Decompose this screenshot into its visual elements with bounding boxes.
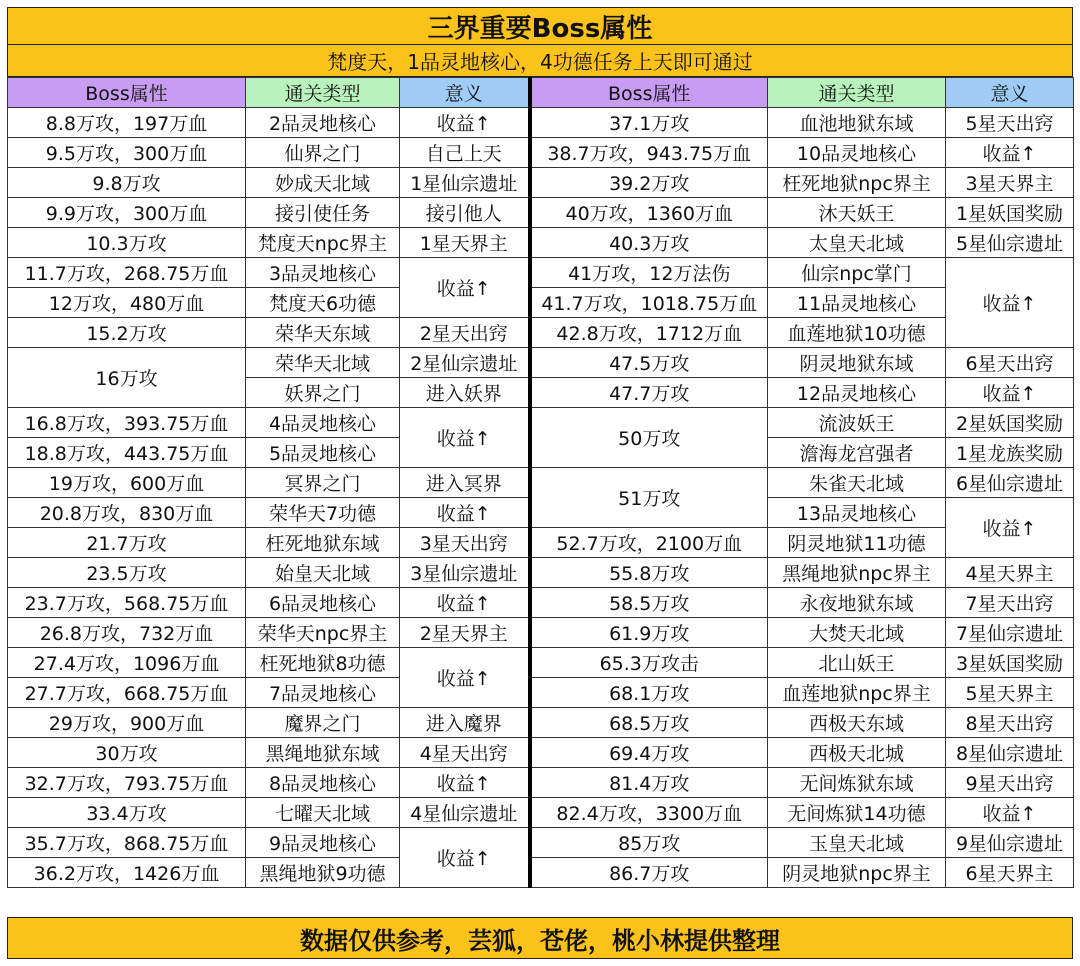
left-clear-type-cell: 始皇天北域 bbox=[246, 558, 400, 588]
left-boss-attr-cell: 10.3万攻 bbox=[8, 228, 246, 258]
right-header-meaning: 意义 bbox=[946, 78, 1074, 108]
right-boss-attr-cell: 81.4万攻 bbox=[530, 768, 768, 798]
left-meaning-cell: 2星天界主 bbox=[400, 618, 530, 648]
right-clear-type-cell: 无间炼狱东域 bbox=[768, 768, 946, 798]
right-clear-type-cell: 12品灵地核心 bbox=[768, 378, 946, 408]
right-boss-attr-cell: 40.3万攻 bbox=[530, 228, 768, 258]
left-meaning-cell: 收益↑ bbox=[400, 768, 530, 798]
right-boss-attr-cell: 85万攻 bbox=[530, 828, 768, 858]
right-boss-attr-cell: 51万攻 bbox=[530, 468, 768, 528]
left-boss-attr-cell: 27.7万攻，668.75万血 bbox=[8, 678, 246, 708]
left-meaning-cell: 2星仙宗遗址 bbox=[400, 348, 530, 378]
left-clear-type-cell: 七曜天北域 bbox=[246, 798, 400, 828]
right-clear-type-cell: 澹海龙宫强者 bbox=[768, 438, 946, 468]
right-meaning-cell: 6星仙宗遗址 bbox=[946, 468, 1074, 498]
left-boss-attr-cell: 32.7万攻，793.75万血 bbox=[8, 768, 246, 798]
left-clear-type-cell: 梵度天6功德 bbox=[246, 288, 400, 318]
left-meaning-cell: 2星天出窍 bbox=[400, 318, 530, 348]
left-boss-attr-cell: 16.8万攻，393.75万血 bbox=[8, 408, 246, 438]
right-meaning-cell: 5星仙宗遗址 bbox=[946, 228, 1074, 258]
table-row bbox=[8, 678, 1074, 708]
right-boss-attr-cell: 68.1万攻 bbox=[530, 678, 768, 708]
right-header-clear-type: 通关类型 bbox=[768, 78, 946, 108]
table-row bbox=[8, 258, 1074, 288]
left-clear-type-cell: 冥界之门 bbox=[246, 468, 400, 498]
right-clear-type-cell: 流波妖王 bbox=[768, 408, 946, 438]
left-clear-type-cell: 4品灵地核心 bbox=[246, 408, 400, 438]
right-meaning-cell: 9星仙宗遗址 bbox=[946, 828, 1074, 858]
table-row bbox=[8, 198, 1074, 228]
right-meaning-cell: 3星天界主 bbox=[946, 168, 1074, 198]
left-meaning-cell: 收益↑ bbox=[400, 588, 530, 618]
left-header-meaning: 意义 bbox=[400, 78, 530, 108]
left-meaning-cell: 4星天出窍 bbox=[400, 738, 530, 768]
left-boss-attr-cell: 12万攻，480万血 bbox=[8, 288, 246, 318]
header-row bbox=[8, 78, 1074, 108]
page-subtitle: 梵度天，1品灵地核心，4功德任务上天即可通过 bbox=[7, 45, 1073, 77]
left-boss-attr-cell: 21.7万攻 bbox=[8, 528, 246, 558]
right-clear-type-cell: 阴灵地狱东域 bbox=[768, 348, 946, 378]
left-meaning-cell: 进入妖界 bbox=[400, 378, 530, 408]
right-boss-attr-cell: 47.5万攻 bbox=[530, 348, 768, 378]
left-meaning-cell: 1星仙宗遗址 bbox=[400, 168, 530, 198]
left-boss-attr-cell: 23.7万攻，568.75万血 bbox=[8, 588, 246, 618]
table-row bbox=[8, 708, 1074, 738]
left-meaning-cell: 1星天界主 bbox=[400, 228, 530, 258]
table-row bbox=[8, 168, 1074, 198]
left-boss-attr-cell: 36.2万攻，1426万血 bbox=[8, 858, 246, 888]
right-clear-type-cell: 13品灵地核心 bbox=[768, 498, 946, 528]
left-boss-attr-cell: 30万攻 bbox=[8, 738, 246, 768]
left-meaning-cell: 收益↑ bbox=[400, 408, 530, 468]
left-header-clear-type: 通关类型 bbox=[246, 78, 400, 108]
right-boss-attr-cell: 38.7万攻，943.75万血 bbox=[530, 138, 768, 168]
left-boss-attr-cell: 9.5万攻，300万血 bbox=[8, 138, 246, 168]
table-row bbox=[8, 318, 1074, 348]
left-clear-type-cell: 荣华天北域 bbox=[246, 348, 400, 378]
left-boss-attr-cell: 11.7万攻，268.75万血 bbox=[8, 258, 246, 288]
left-boss-attr-cell: 26.8万攻，732万血 bbox=[8, 618, 246, 648]
left-boss-attr-cell: 29万攻，900万血 bbox=[8, 708, 246, 738]
left-clear-type-cell: 接引使任务 bbox=[246, 198, 400, 228]
left-meaning-cell: 收益↑ bbox=[400, 648, 530, 708]
right-clear-type-cell: 阴灵地狱11功德 bbox=[768, 528, 946, 558]
left-meaning-cell: 3星仙宗遗址 bbox=[400, 558, 530, 588]
left-meaning-cell: 进入冥界 bbox=[400, 468, 530, 498]
table-row bbox=[8, 348, 1074, 378]
right-clear-type-cell: 玉皇天北域 bbox=[768, 828, 946, 858]
left-clear-type-cell: 荣华天7功德 bbox=[246, 498, 400, 528]
left-clear-type-cell: 妙成天北域 bbox=[246, 168, 400, 198]
right-boss-attr-cell: 42.8万攻，1712万血 bbox=[530, 318, 768, 348]
right-meaning-cell: 6星天出窍 bbox=[946, 348, 1074, 378]
table-row bbox=[8, 648, 1074, 678]
left-meaning-cell: 进入魔界 bbox=[400, 708, 530, 738]
left-clear-type-cell: 妖界之门 bbox=[246, 378, 400, 408]
left-boss-attr-cell: 35.7万攻，868.75万血 bbox=[8, 828, 246, 858]
left-clear-type-cell: 枉死地狱东域 bbox=[246, 528, 400, 558]
right-boss-attr-cell: 65.3万攻击 bbox=[530, 648, 768, 678]
right-clear-type-cell: 黑绳地狱npc界主 bbox=[768, 558, 946, 588]
right-meaning-cell: 5星天界主 bbox=[946, 678, 1074, 708]
right-clear-type-cell: 大焚天北域 bbox=[768, 618, 946, 648]
right-meaning-cell: 9星天出窍 bbox=[946, 768, 1074, 798]
right-boss-attr-cell: 82.4万攻，3300万血 bbox=[530, 798, 768, 828]
left-clear-type-cell: 8品灵地核心 bbox=[246, 768, 400, 798]
right-clear-type-cell: 枉死地狱npc界主 bbox=[768, 168, 946, 198]
right-boss-attr-cell: 50万攻 bbox=[530, 408, 768, 468]
right-clear-type-cell: 无间炼狱14功德 bbox=[768, 798, 946, 828]
right-boss-attr-cell: 41万攻，12万法伤 bbox=[530, 258, 768, 288]
right-boss-attr-cell: 68.5万攻 bbox=[530, 708, 768, 738]
left-meaning-cell: 接引他人 bbox=[400, 198, 530, 228]
left-meaning-cell: 4星仙宗遗址 bbox=[400, 798, 530, 828]
right-meaning-cell: 5星天出窍 bbox=[946, 108, 1074, 138]
right-clear-type-cell: 血莲地狱10功德 bbox=[768, 318, 946, 348]
right-clear-type-cell: 北山妖王 bbox=[768, 648, 946, 678]
right-clear-type-cell: 沐天妖王 bbox=[768, 198, 946, 228]
table-row bbox=[8, 558, 1074, 588]
left-boss-attr-cell: 27.4万攻，1096万血 bbox=[8, 648, 246, 678]
table-row bbox=[8, 588, 1074, 618]
right-boss-attr-cell: 41.7万攻，1018.75万血 bbox=[530, 288, 768, 318]
left-boss-attr-cell: 19万攻，600万血 bbox=[8, 468, 246, 498]
right-boss-attr-cell: 37.1万攻 bbox=[530, 108, 768, 138]
right-meaning-cell: 8星天出窍 bbox=[946, 708, 1074, 738]
left-clear-type-cell: 2品灵地核心 bbox=[246, 108, 400, 138]
table-row bbox=[8, 288, 1074, 318]
right-clear-type-cell: 血莲地狱npc界主 bbox=[768, 678, 946, 708]
left-meaning-cell: 收益↑ bbox=[400, 258, 530, 318]
left-header-boss-attr: Boss属性 bbox=[8, 78, 246, 108]
left-meaning-cell: 3星天出窍 bbox=[400, 528, 530, 558]
right-meaning-cell: 1星龙族奖励 bbox=[946, 438, 1074, 468]
left-clear-type-cell: 仙界之门 bbox=[246, 138, 400, 168]
table-row bbox=[8, 768, 1074, 798]
left-clear-type-cell: 5品灵地核心 bbox=[246, 438, 400, 468]
right-boss-attr-cell: 47.7万攻 bbox=[530, 378, 768, 408]
left-boss-attr-cell: 20.8万攻，830万血 bbox=[8, 498, 246, 528]
left-meaning-cell: 收益↑ bbox=[400, 498, 530, 528]
right-boss-attr-cell: 58.5万攻 bbox=[530, 588, 768, 618]
left-boss-attr-cell: 9.9万攻，300万血 bbox=[8, 198, 246, 228]
right-meaning-cell: 3星妖国奖励 bbox=[946, 648, 1074, 678]
right-clear-type-cell: 血池地狱东域 bbox=[768, 108, 946, 138]
left-boss-attr-cell: 15.2万攻 bbox=[8, 318, 246, 348]
right-clear-type-cell: 仙宗npc掌门 bbox=[768, 258, 946, 288]
left-clear-type-cell: 荣华天东域 bbox=[246, 318, 400, 348]
left-clear-type-cell: 枉死地狱8功德 bbox=[246, 648, 400, 678]
left-boss-attr-cell: 8.8万攻，197万血 bbox=[8, 108, 246, 138]
right-meaning-cell: 7星天出窍 bbox=[946, 588, 1074, 618]
table-row bbox=[8, 138, 1074, 168]
table-row bbox=[8, 618, 1074, 648]
table-row bbox=[8, 738, 1074, 768]
right-clear-type-cell: 太皇天北域 bbox=[768, 228, 946, 258]
right-meaning-cell: 收益↑ bbox=[946, 798, 1074, 828]
left-clear-type-cell: 6品灵地核心 bbox=[246, 588, 400, 618]
right-clear-type-cell: 朱雀天北域 bbox=[768, 468, 946, 498]
left-clear-type-cell: 黑绳地狱9功德 bbox=[246, 858, 400, 888]
right-boss-attr-cell: 39.2万攻 bbox=[530, 168, 768, 198]
right-boss-attr-cell: 40万攻，1360万血 bbox=[530, 198, 768, 228]
right-clear-type-cell: 11品灵地核心 bbox=[768, 288, 946, 318]
table-row bbox=[8, 858, 1074, 888]
right-clear-type-cell: 西极天东域 bbox=[768, 708, 946, 738]
right-clear-type-cell: 10品灵地核心 bbox=[768, 138, 946, 168]
left-clear-type-cell: 魔界之门 bbox=[246, 708, 400, 738]
table-row bbox=[8, 408, 1074, 438]
left-meaning-cell: 自己上天 bbox=[400, 138, 530, 168]
left-boss-attr-cell: 16万攻 bbox=[8, 348, 246, 408]
page-footer: 数据仅供参考，芸狐，苍佬，桃小林提供整理 bbox=[7, 917, 1073, 959]
right-header-boss-attr: Boss属性 bbox=[530, 78, 768, 108]
right-meaning-cell: 7星仙宗遗址 bbox=[946, 618, 1074, 648]
left-clear-type-cell: 9品灵地核心 bbox=[246, 828, 400, 858]
right-meaning-cell: 1星妖国奖励 bbox=[946, 198, 1074, 228]
right-boss-attr-cell: 61.9万攻 bbox=[530, 618, 768, 648]
right-boss-attr-cell: 69.4万攻 bbox=[530, 738, 768, 768]
left-boss-attr-cell: 23.5万攻 bbox=[8, 558, 246, 588]
left-clear-type-cell: 梵度天npc界主 bbox=[246, 228, 400, 258]
right-meaning-cell: 8星仙宗遗址 bbox=[946, 738, 1074, 768]
left-meaning-cell: 收益↑ bbox=[400, 108, 530, 138]
left-clear-type-cell: 3品灵地核心 bbox=[246, 258, 400, 288]
right-meaning-cell: 收益↑ bbox=[946, 138, 1074, 168]
right-meaning-cell: 2星妖国奖励 bbox=[946, 408, 1074, 438]
page-title: 三界重要Boss属性 bbox=[7, 7, 1073, 45]
table-row bbox=[8, 228, 1074, 258]
left-clear-type-cell: 7品灵地核心 bbox=[246, 678, 400, 708]
boss-table bbox=[7, 77, 1074, 888]
left-boss-attr-cell: 9.8万攻 bbox=[8, 168, 246, 198]
left-clear-type-cell: 黑绳地狱东域 bbox=[246, 738, 400, 768]
right-meaning-cell: 收益↑ bbox=[946, 498, 1074, 558]
boss-attribute-sheet bbox=[7, 7, 1073, 959]
left-boss-attr-cell: 18.8万攻，443.75万血 bbox=[8, 438, 246, 468]
right-meaning-cell: 收益↑ bbox=[946, 258, 1074, 348]
right-boss-attr-cell: 86.7万攻 bbox=[530, 858, 768, 888]
table-row bbox=[8, 528, 1074, 558]
table-row bbox=[8, 798, 1074, 828]
table-row bbox=[8, 468, 1074, 498]
left-clear-type-cell: 荣华天npc界主 bbox=[246, 618, 400, 648]
left-meaning-cell: 收益↑ bbox=[400, 828, 530, 888]
table-row bbox=[8, 108, 1074, 138]
right-meaning-cell: 6星天界主 bbox=[946, 858, 1074, 888]
right-meaning-cell: 收益↑ bbox=[946, 378, 1074, 408]
table-row bbox=[8, 828, 1074, 858]
left-boss-attr-cell: 33.4万攻 bbox=[8, 798, 246, 828]
right-meaning-cell: 4星天界主 bbox=[946, 558, 1074, 588]
right-clear-type-cell: 西极天北城 bbox=[768, 738, 946, 768]
right-boss-attr-cell: 55.8万攻 bbox=[530, 558, 768, 588]
right-boss-attr-cell: 52.7万攻，2100万血 bbox=[530, 528, 768, 558]
right-clear-type-cell: 阴灵地狱npc界主 bbox=[768, 858, 946, 888]
right-clear-type-cell: 永夜地狱东域 bbox=[768, 588, 946, 618]
